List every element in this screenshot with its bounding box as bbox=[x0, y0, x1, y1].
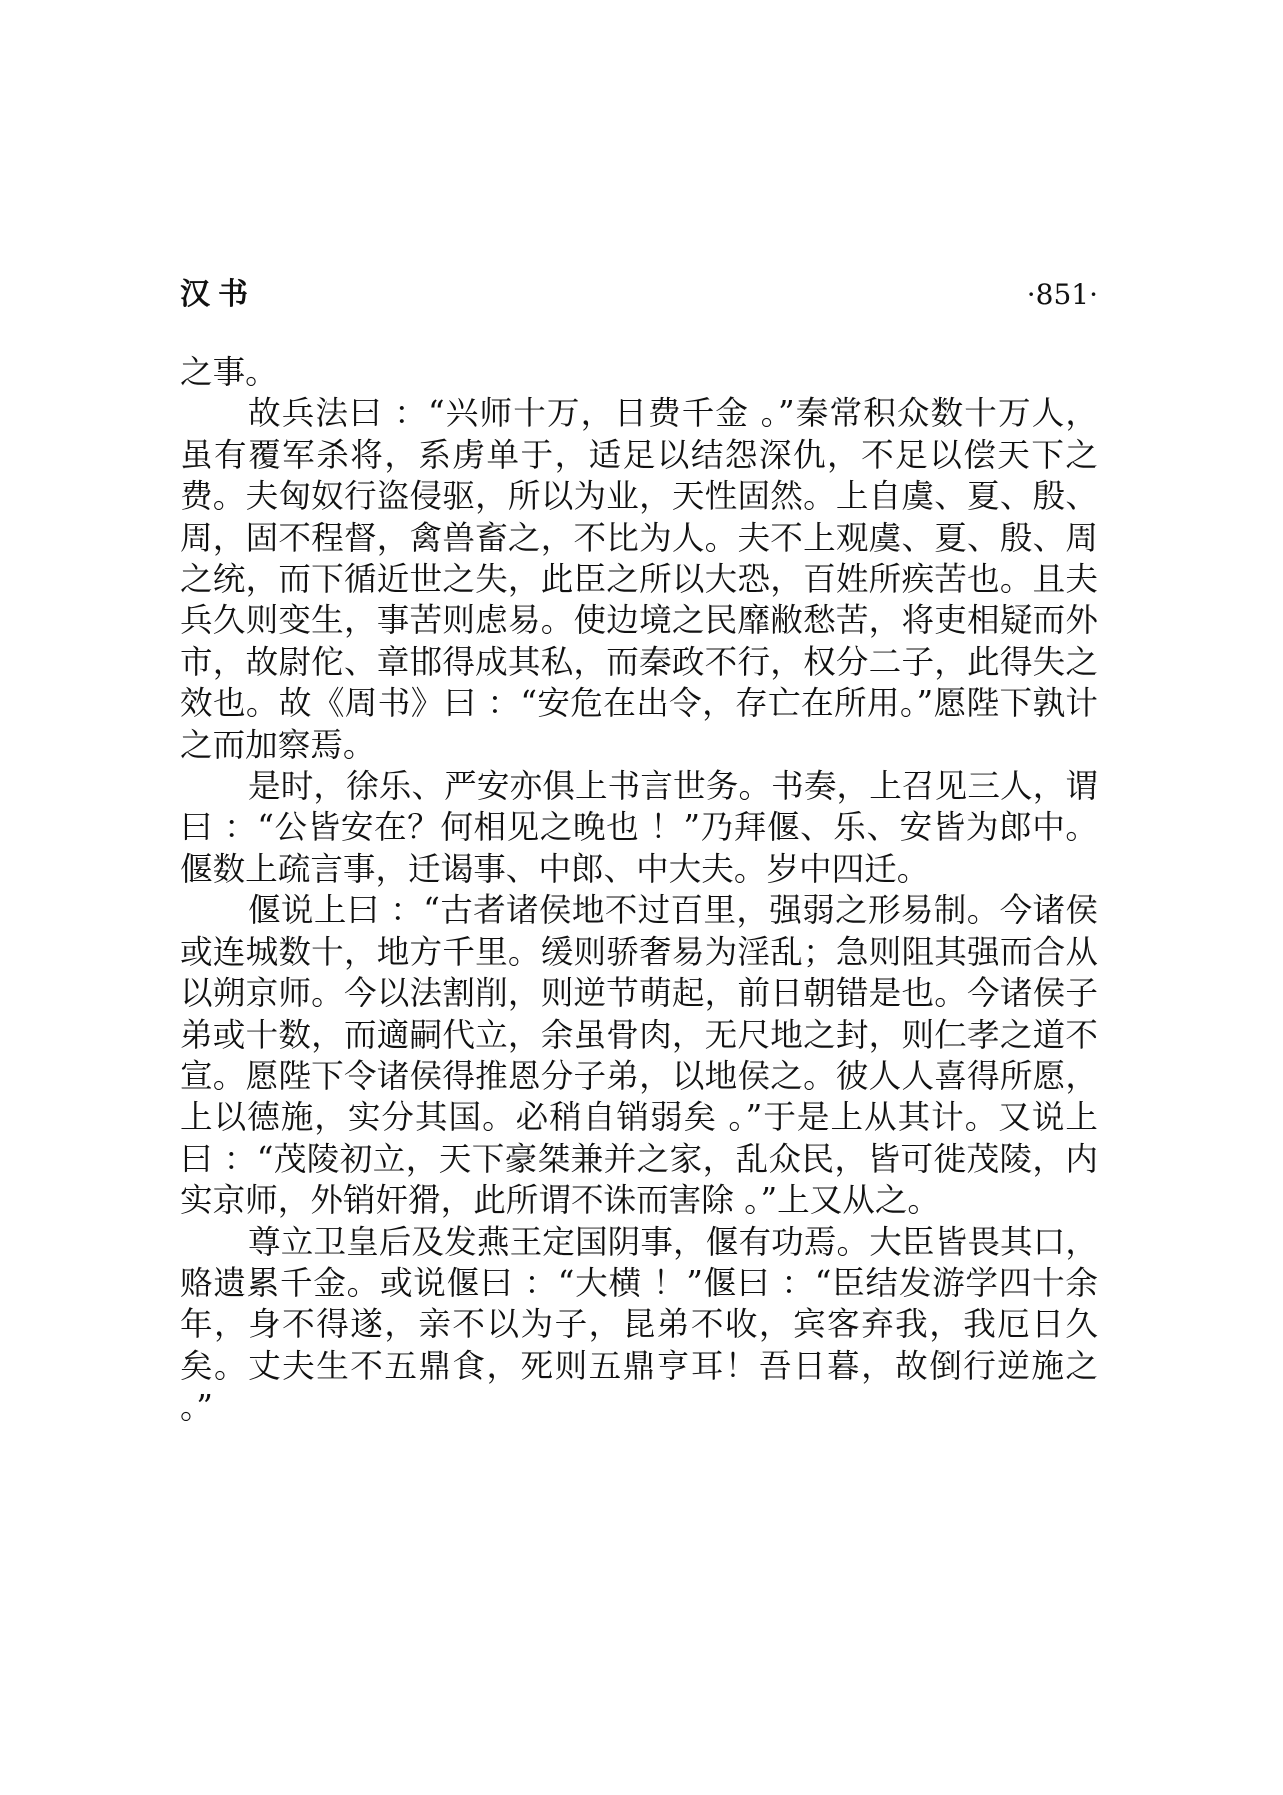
body-text bbox=[180, 352, 1098, 1429]
book-title: 汉书 bbox=[180, 277, 256, 312]
page-number: ·851· bbox=[1026, 278, 1098, 311]
paragraph: 故兵法曰 ：“兴师十万，日费千金 。”秦常积众数十万人，虽有覆军杀将，系虏单于，适足以结怨深仇，不足以偿天下之费。夫匈奴行盗侵驱，所以为业，天性固然。上自虞、夏、殷、周，固不程督，禽兽畜之，不比为人。夫不上观虞、夏、殷、周之统，而下循近世之失，此臣之所以大恐，百姓所疾苦也。且夫兵久则变生，事苦则虑易。使边境之民靡敝愁苦，将吏相疑而外市，故尉佗、章邯得成其私，而秦政不行，权分二子，此得失之效也。故《周书》曰 ：“安危在出令，存亡在所用。”愿陛下孰计之而加察焉。 bbox=[180, 394, 1098, 764]
paragraph-continuation: 之事。 bbox=[180, 353, 278, 391]
paragraph: 偃说上曰 ：“古者诸侯地不过百里，强弱之形易制。今诸侯或连城数十，地方千里。缓则骄奢易为淫乱；急则阻其强而合从以朔京师。今以法割削，则逆节萌起，前日朝错是也。今诸侯子弟或十数，而適嗣代立，余虽骨肉，无尺地之封，则仁孝之道不宣。愿陛下令诸侯得推恩分子弟，以地侯之。彼人人喜得所愿，上以德施，实分其国。必稍自销弱矣 。”于是上从其计。又说上曰 ：“茂陵初立，天下豪桀兼并之家，乱众民，皆可徙茂陵，内实京师，外销奸猾，此所谓不诛而害除 。”上又从之。 bbox=[180, 891, 1098, 1220]
paragraph: 是时，徐乐、严安亦俱上书言世务。书奏，上召见三人，谓曰 ：“公皆安在？何相见之晚也 ！”乃拜偃、乐、安皆为郎中。偃数上疏言事，迁谒事、中郎、中大夫。岁中四迁。 bbox=[180, 767, 1098, 888]
paragraph: 尊立卫皇后及发燕王定国阴事，偃有功焉。大臣皆畏其口，赂遗累千金。或说偃曰 ：“大横 ！”偃曰 ：“臣结发游学四十余年，身不得遂，亲不以为子，昆弟不收，宾客弃我，我厄日久矣。丈夫生不五鼎食，死则五鼎亨耳！吾日暮，故倒行逆施之 。” bbox=[180, 1222, 1098, 1427]
running-header bbox=[180, 270, 1098, 320]
